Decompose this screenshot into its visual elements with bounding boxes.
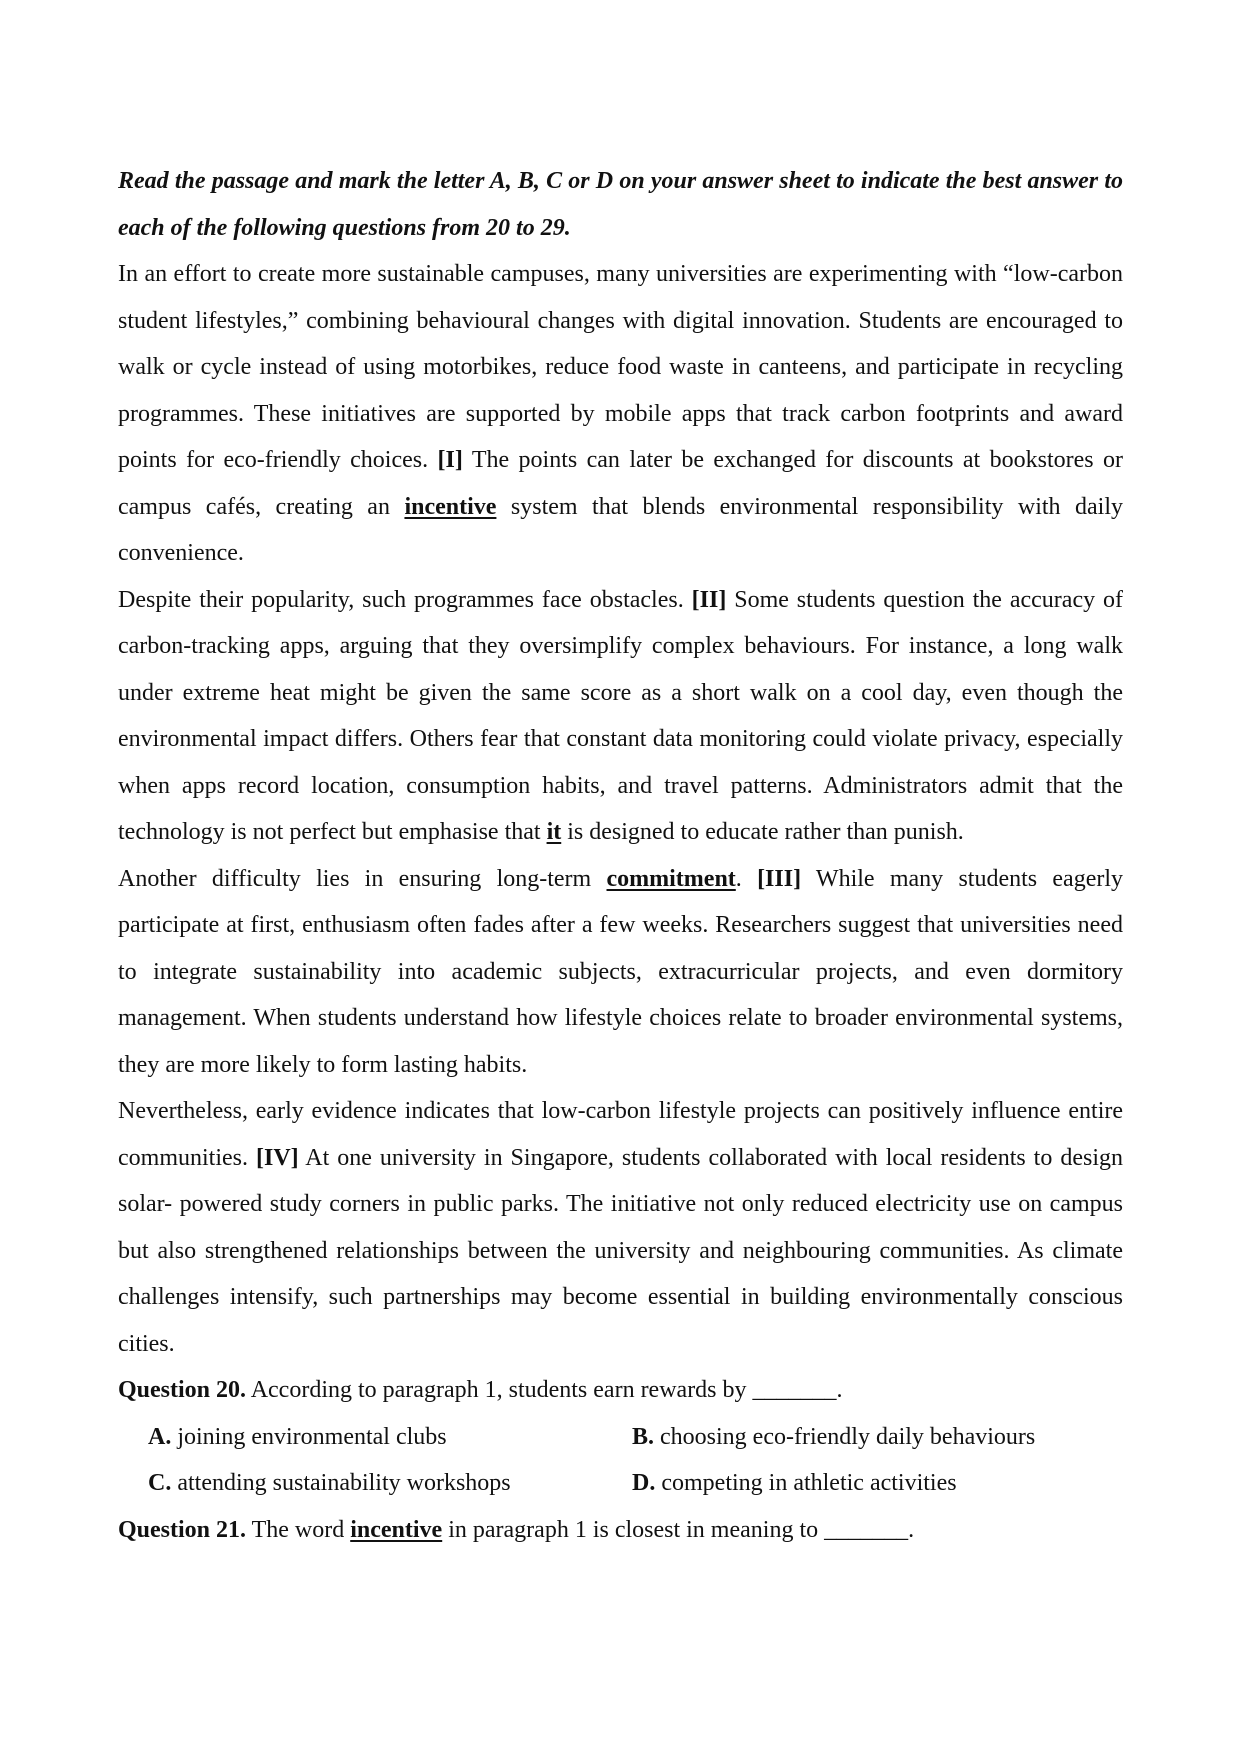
- p3-text-c: While many students eagerly participate at first, enthusiasm often fades after a few weeks. Researchers suggest that universities need to integrate sustainability into academic subjects, extracurricular projects, and even dormitory management. When students understand how lifestyle choices relate to broader environmental systems, they are more likely to form lasting habits.: [118, 865, 1124, 1078]
- option-a[interactable]: [148, 1414, 632, 1461]
- option-b[interactable]: [632, 1414, 1123, 1461]
- marker-ii: [II]: [691, 586, 727, 613]
- question-21-number: Question 21.: [118, 1516, 247, 1543]
- p4-text-a: Nevertheless, early evidence indicates that low-carbon lifestyle projects can positively influence entire communities.: [118, 1098, 1123, 1171]
- option-b-text: choosing eco-friendly daily behaviours: [654, 1423, 1036, 1450]
- option-d-letter: D.: [632, 1470, 656, 1496]
- keyword-commitment: commitment: [606, 865, 736, 892]
- worksheet-page: [118, 158, 1123, 1553]
- p2-text-b: Some students question the accuracy of carbon-tracking apps, arguing that they oversimplify complex behaviours. For instance, a long walk under extreme heat might be given the same score as a short walk on a cool day, even though the environmental impact differs. Others fear that constant data monitoring could violate privacy, especially when apps record location, consumption habits, and travel patterns. Administrators admit that the technology is not perfect but emphasise that: [118, 586, 1124, 845]
- question-21-keyword: incentive: [350, 1516, 443, 1543]
- question-20-number: Question 20.: [118, 1377, 247, 1403]
- question-21-stem-a: The word: [246, 1516, 351, 1543]
- question-21: [118, 1507, 1123, 1554]
- marker-i: [I]: [437, 447, 463, 473]
- p4-text-b: At one university in Singapore, students collaborated with local residents to design solar- powered study corners in public parks. The initiative not only reduced electricity use on campus but also strengthened relationships between the university and neighbouring communities. As climate challenges intensify, such partnerships may become essential in building environmentally conscious cities.: [118, 1144, 1124, 1357]
- p2-text-a: Despite their popularity, such programmes face obstacles.: [118, 586, 692, 613]
- option-a-text: joining environmental clubs: [171, 1423, 447, 1450]
- option-b-letter: B.: [632, 1423, 655, 1450]
- instructions-text: Read the passage and mark the letter A, B, C or D on your answer sheet to indicate the best answer to each of the following questions from 20 to 29.: [118, 168, 1123, 241]
- instructions: [118, 158, 1123, 251]
- p3-text-b: .: [735, 865, 758, 892]
- paragraph-2: [118, 577, 1123, 856]
- question-20-options: [118, 1414, 1123, 1507]
- question-20-stem: According to paragraph 1, students earn rewards by _______.: [246, 1377, 843, 1403]
- paragraph-1: [118, 251, 1123, 577]
- p1-text-b: The points can later be exchanged for discounts at bookstores or campus cafés, creating an: [118, 447, 1123, 520]
- p2-text-c: is designed to educate rather than punish.: [561, 819, 964, 845]
- option-c-text: attending sustainability workshops: [171, 1470, 511, 1496]
- option-c-letter: C.: [148, 1470, 172, 1496]
- keyword-it: it: [546, 819, 562, 845]
- option-c[interactable]: [148, 1460, 632, 1507]
- option-d-text: competing in athletic activities: [655, 1470, 957, 1496]
- marker-iv: [IV]: [255, 1144, 299, 1171]
- p1-text-a: In an effort to create more sustainable campuses, many universities are experimenting with “low-carbon student lifestyles,” combining behavioural changes with digital innovation. Students are encouraged to walk or cycle instead of using motorbikes, reduce food waste in canteens, and participate in recycling programmes. These initiatives are supported by mobile apps that track carbon footprints and award points for eco-friendly choices.: [118, 261, 1123, 473]
- question-20: [118, 1367, 1123, 1414]
- paragraph-3: [118, 856, 1123, 1089]
- p3-text-a: Another difficulty lies in ensuring long-term: [118, 865, 607, 892]
- marker-iii: [III]: [757, 865, 802, 892]
- option-d[interactable]: [632, 1460, 1123, 1507]
- question-21-stem-b: in paragraph 1 is closest in meaning to _______.: [442, 1516, 915, 1543]
- keyword-incentive: incentive: [404, 493, 497, 520]
- paragraph-4: [118, 1088, 1123, 1367]
- option-a-letter: A.: [148, 1423, 172, 1450]
- p1-text-c: system that blends environmental responsibility with daily convenience.: [118, 493, 1123, 566]
